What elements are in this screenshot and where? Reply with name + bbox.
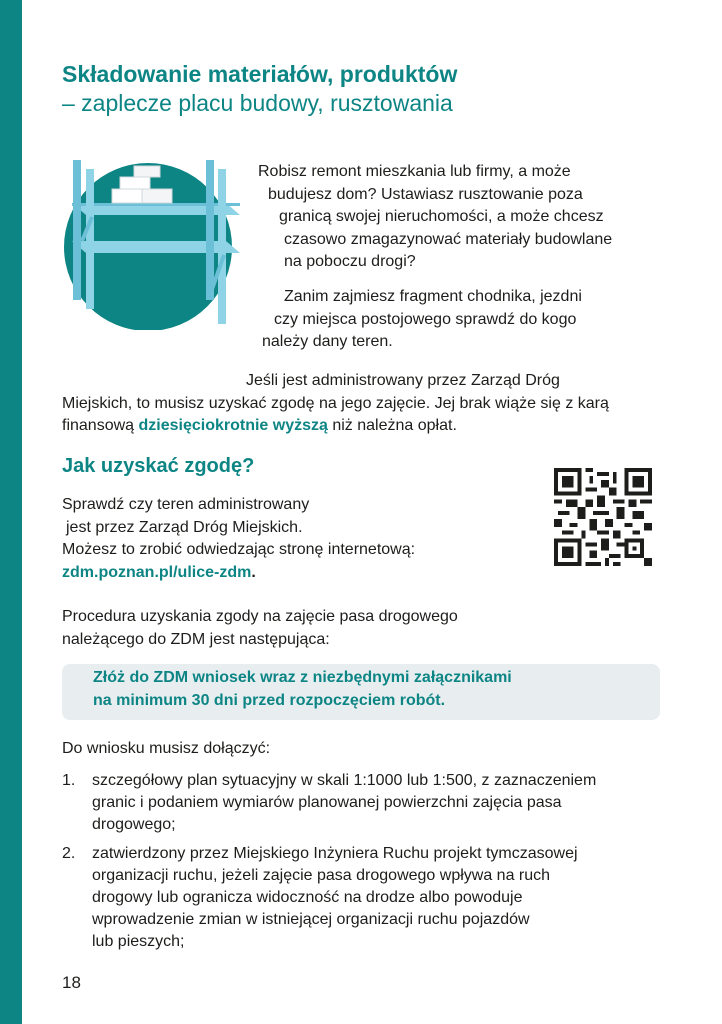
intro-paragraph-1 <box>258 161 678 274</box>
title-line-1: Składowanie materiałów, produktów <box>62 61 458 87</box>
text-line: organizacji ruchu, jeżeli zajęcie pasa drogowego wpływa na ruch <box>92 867 551 884</box>
procedure-intro <box>62 606 662 651</box>
text-line: Złóż do ZDM wniosek wraz z niezbędnymi załącznikami <box>93 669 512 686</box>
text-line: szczegółowy plan sytuacyjny w skali 1:1000 lub 1:500, z zaznaczeniem <box>92 772 597 789</box>
text-fragment: . <box>251 563 256 581</box>
attachments-intro: Do wniosku musisz dołączyć: <box>62 740 271 757</box>
text-line: czy miejsca postojowego sprawdź do kogo <box>274 310 577 328</box>
text-line: Możesz to zrobić odwiedzając stronę internetową: <box>62 541 416 558</box>
highlighted-text: dziesięciokrotnie wyższą <box>138 417 328 434</box>
text-line: Robisz remont mieszkania lub firmy, a może <box>258 163 571 180</box>
text-line: lub pieszych; <box>92 933 185 950</box>
text-line <box>62 562 532 585</box>
text-line: zatwierdzony przez Miejskiego Inżyniera Ruchu projekt tymczasowej <box>92 845 578 862</box>
text-line: należy dany teren. <box>262 333 393 350</box>
text-line: Procedura uzyskania zgody na zajęcie pasa drogowego <box>62 608 458 625</box>
section-paragraph <box>62 494 532 584</box>
text-fragment: finansową <box>62 417 139 434</box>
text-line: Jeśli jest administrowany przez Zarząd Dróg <box>246 372 560 389</box>
callout-text <box>93 667 512 712</box>
text-line: budujesz dom? Ustawiasz rusztowanie poza <box>268 185 583 203</box>
page-number: 18 <box>62 973 81 992</box>
text-line <box>62 415 682 438</box>
section-heading: Jak uzyskać zgodę? <box>62 455 255 477</box>
intro-paragraph-2 <box>258 286 678 354</box>
text-line: Zanim zajmiesz fragment chodnika, jezdni <box>284 288 582 305</box>
list-item <box>62 843 662 953</box>
text-line: jest przez Zarząd Dróg Miejskich. <box>66 518 303 536</box>
qr-code-icon[interactable] <box>554 468 652 566</box>
list-item-number: 2. <box>62 845 76 862</box>
text-fragment: niż należna opłat. <box>327 417 457 434</box>
page-title <box>62 60 457 118</box>
text-line: granic i podaniem wymiarów planowanej powierzchni zajęcia pasa <box>92 794 562 811</box>
title-line-2: – zaplecze placu budowy, rusztowania <box>62 90 453 116</box>
scaffolding-shelf-icon <box>58 155 248 330</box>
side-accent-bar <box>0 0 22 1024</box>
text-line: Sprawdź czy teren administrowany <box>62 496 310 513</box>
text-line: na poboczu drogi? <box>284 253 416 270</box>
intro-paragraph-3 <box>62 370 682 438</box>
list-item <box>62 770 662 836</box>
text-line: wprowadzenie zmian w istniejącej organizacji ruchu pojazdów <box>92 911 530 928</box>
text-line: drogowego; <box>92 816 176 833</box>
text-line: granicą swojej nieruchomości, a może chcesz <box>279 208 604 225</box>
text-line: należącego do ZDM jest następująca: <box>62 630 330 648</box>
text-line: Miejskich, to musisz uzyskać zgodę na jego zajęcie. Jej brak wiąże się z karą <box>62 394 609 412</box>
text-line: czasowo zmagazynować materiały budowlane <box>284 230 613 248</box>
website-link[interactable]: zdm.poznan.pl/ulice-zdm <box>62 563 252 581</box>
attachments-list <box>62 770 662 960</box>
list-item-number: 1. <box>62 772 76 789</box>
text-line: na minimum 30 dni przed rozpoczęciem robót. <box>93 691 446 709</box>
text-line: drogowy lub ogranicza widoczność na drodze albo powoduje <box>92 889 523 906</box>
